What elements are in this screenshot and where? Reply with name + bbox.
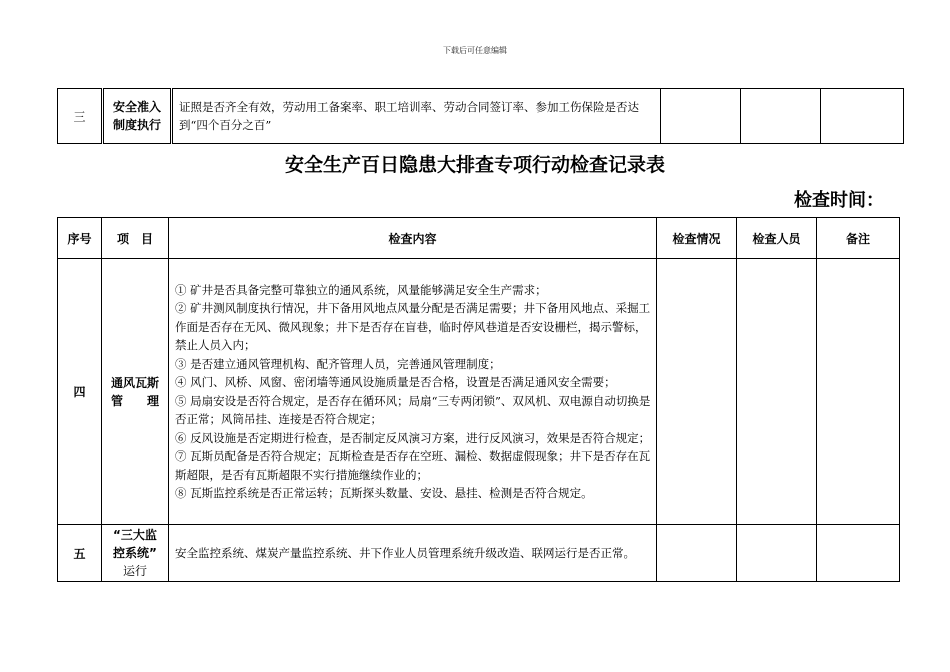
table-header-row xyxy=(58,218,900,259)
note-cell xyxy=(817,259,900,525)
table-row xyxy=(58,259,900,525)
content-line: ② 矿井测风制度执行情况，井下备用风地点风量分配是否满足需要；井下备用风地点、采掘工作面是否存在无风、微风现象；井下是否存在盲巷，临时停风巷道是否安设栅栏，揭示警标，禁止人员入内； xyxy=(175,301,651,352)
inspection-time-label: 检查时间： xyxy=(794,190,884,211)
header-item: 项 目 xyxy=(102,218,169,259)
header-situation: 检查情况 xyxy=(657,218,737,259)
inspector-cell xyxy=(741,89,821,144)
header-number: 序号 xyxy=(58,218,102,259)
situation-cell xyxy=(661,89,741,144)
item-line: 控系统” xyxy=(113,546,157,560)
inspector-cell xyxy=(737,525,817,582)
watermark-text: 下载后可任意编辑 xyxy=(443,46,507,55)
header-inspector: 检查人员 xyxy=(737,218,817,259)
situation-cell xyxy=(657,525,737,582)
row-number: 三 xyxy=(58,89,103,144)
item-line: “三大监 xyxy=(113,528,157,542)
note-cell xyxy=(821,89,904,144)
row-content: 证照是否齐全有效，劳动用工备案率、职工培训率、劳动合同签订率、参加工伤保险是否达到“四个百分之百” xyxy=(172,89,661,144)
row-item xyxy=(102,259,169,525)
item-line: 安全准入 xyxy=(112,100,161,114)
header-note: 备注 xyxy=(817,218,900,259)
table-row xyxy=(58,525,900,582)
note-cell xyxy=(817,525,900,582)
page-title: 安全生产百日隐患大排查专项行动检查记录表 xyxy=(284,154,665,176)
row-item xyxy=(102,525,169,582)
situation-cell xyxy=(657,259,737,525)
content-line: ③ 是否建立通风管理机构、配齐管理人员，完善通风管理制度； xyxy=(175,356,501,371)
header-content: 检查内容 xyxy=(169,218,657,259)
row-number: 四 xyxy=(58,259,102,525)
row-content: 安全监控系统、煤炭产量监控系统、井下作业人员管理系统升级改造、联网运行是否正常。 xyxy=(169,525,657,582)
inspector-cell xyxy=(737,259,817,525)
item-line: 管 理 xyxy=(110,393,159,408)
item-line: 通风瓦斯 xyxy=(110,375,159,390)
content-line: ⑧ 瓦斯监控系统是否正常运转；瓦斯探头数量、安设、悬挂、检测是否符合规定。 xyxy=(175,486,593,500)
item-line: 制度执行 xyxy=(112,118,161,132)
content-line: ⑥ 反风设施是否定期进行检查，是否制定反风演习方案，进行反风演习，效果是否符合规定； xyxy=(175,430,651,445)
content-line: ⑤ 局扇安设是否符合规定，是否存在循环风；局扇“三专两闭锁”、双风机、双电源自动切换是否正常；风筒吊挂、连接是否符合规定； xyxy=(175,393,651,426)
inspection-table xyxy=(57,217,900,582)
row-item xyxy=(103,89,172,144)
content-line: ① 矿井是否具备完整可靠独立的通风系统，风量能够满足安全生产需求； xyxy=(175,282,547,297)
row-number: 五 xyxy=(58,525,102,582)
row-content xyxy=(169,259,657,525)
content-line: ⑦ 瓦斯员配备是否符合规定；瓦斯检查是否存在空班、漏检、数据虚假现象；井下是否存在瓦斯超限，是否有瓦斯超限不实行措施继续作业的； xyxy=(175,449,651,482)
table-continuation xyxy=(57,88,904,144)
item-line: 运行 xyxy=(122,564,147,578)
table-row xyxy=(58,89,904,144)
content-line: ④ 风门、风桥、风窗、密闭墙等通风设施质量是否合格，设置是否满足通风安全需要； xyxy=(175,375,616,389)
